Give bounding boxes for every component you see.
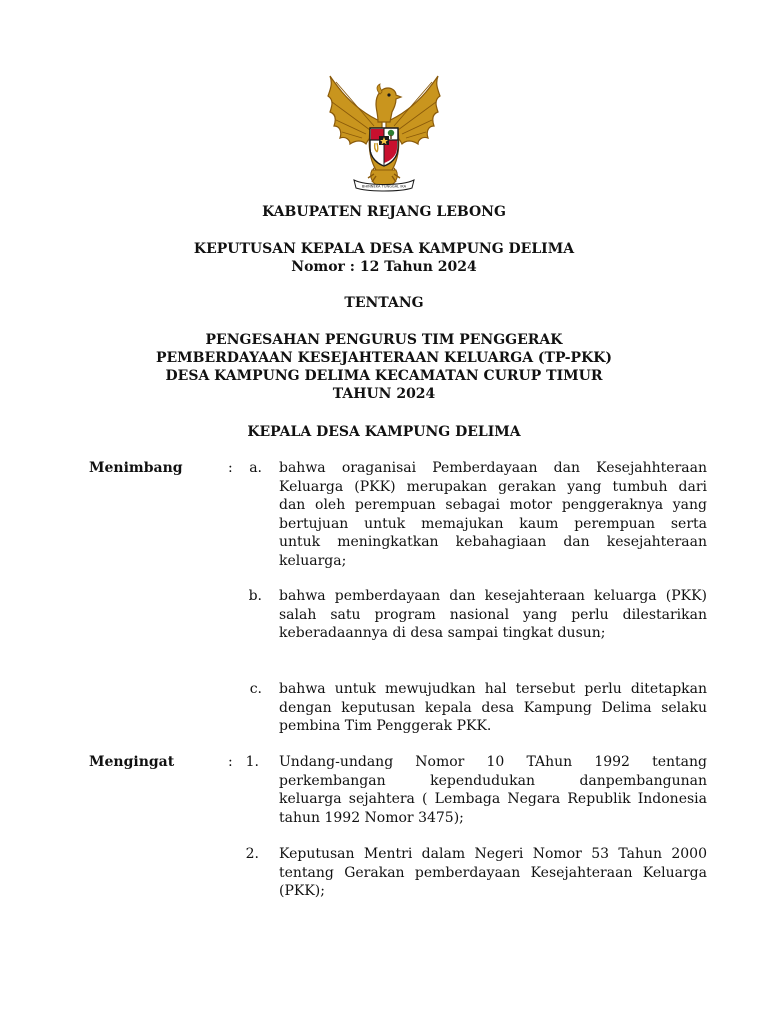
menimbang-item-c xyxy=(279,680,707,736)
subject-line: DESA KAMPUNG DELIMA KECAMATAN CURUP TIMUR xyxy=(165,368,603,384)
item-marker: b. xyxy=(248,588,262,604)
emblem-motto-text: BHINNEKA TUNGGAL IKA xyxy=(361,184,407,189)
paragraph-line: bahwa untuk mewujudkan hal tersebut perlu ditetapkan xyxy=(279,681,707,697)
item-marker: a. xyxy=(249,460,262,476)
authority-heading: KEPALA DESA KAMPUNG DELIMA xyxy=(247,424,521,440)
paragraph-line: perkembangan kependudukan danpembangunan xyxy=(279,772,707,789)
paragraph-line: bahwa pemberdayaan dan kesejahteraan keluarga (PKK) xyxy=(279,588,707,604)
mengingat-colon: : xyxy=(228,754,233,770)
mengingat-item-1 xyxy=(279,753,707,827)
paragraph-line: dengan keputusan kepala desa Kampung Delima selaku xyxy=(279,699,707,716)
subject-line: TAHUN 2024 xyxy=(332,386,436,402)
paragraph-line: Keputusan Mentri dalam Negeri Nomor 53 Tahun 2000 xyxy=(279,846,707,862)
paragraph-line: (PKK); xyxy=(279,883,325,899)
about-heading: TENTANG xyxy=(344,295,424,311)
paragraph-line: Keluarga (PKK) merupakan gerakan yang tumbuh dari xyxy=(279,478,707,495)
menimbang-label: Menimbang xyxy=(89,460,183,476)
decree-title: KEPUTUSAN KEPALA DESA KAMPUNG DELIMA xyxy=(193,241,575,257)
paragraph-line: tentang Gerakan pemberdayaan Kesejahteraan Keluarga xyxy=(279,864,707,881)
subject-line: PEMBERDAYAAN KESEJAHTERAAN KELUARGA (TP-PKK) xyxy=(155,350,613,366)
mengingat-label: Mengingat xyxy=(89,754,175,770)
decree-number: Nomor : 12 Tahun 2024 xyxy=(291,259,477,275)
paragraph-line: tahun 1992 Nomor 3475); xyxy=(279,809,464,826)
paragraph-line: keluarga; xyxy=(279,552,347,569)
paragraph-line: keberadaannya di desa sampai tingkat dusun; xyxy=(279,625,606,641)
paragraph-line: keluarga sejahtera ( Lembaga Negara Republik Indonesia xyxy=(279,791,707,807)
regency-title: KABUPATEN REJANG LEBONG xyxy=(262,204,506,220)
item-marker: 1. xyxy=(245,754,259,770)
menimbang-colon: : xyxy=(228,460,233,476)
paragraph-line: dan oleh perempuan sebagai motor penggeraknya yang xyxy=(279,497,707,513)
paragraph-line: untuk meningkatkan kebahagiaan dan kesejahteraan xyxy=(279,534,707,550)
garuda-pancasila-emblem-icon xyxy=(324,70,444,196)
item-marker: c. xyxy=(249,681,262,697)
paragraph-line: bahwa oraganisai Pemberdayaan dan Kesejahhteraan xyxy=(279,460,707,476)
paragraph-line: bertujuan untuk memajukan kaum perempuan serta xyxy=(279,515,707,532)
mengingat-item-2 xyxy=(279,845,707,901)
paragraph-line: pembina Tim Penggerak PKK. xyxy=(279,718,492,734)
paragraph-line: salah satu program nasional yang perlu dilestarikan xyxy=(279,606,707,623)
item-marker: 2. xyxy=(245,846,259,862)
paragraph-line: Undang-undang Nomor 10 TAhun 1992 tentang xyxy=(279,754,707,770)
menimbang-item-b xyxy=(279,587,707,643)
subject-line: PENGESAHAN PENGURUS TIM PENGGERAK xyxy=(205,332,563,348)
menimbang-item-a xyxy=(279,459,707,570)
